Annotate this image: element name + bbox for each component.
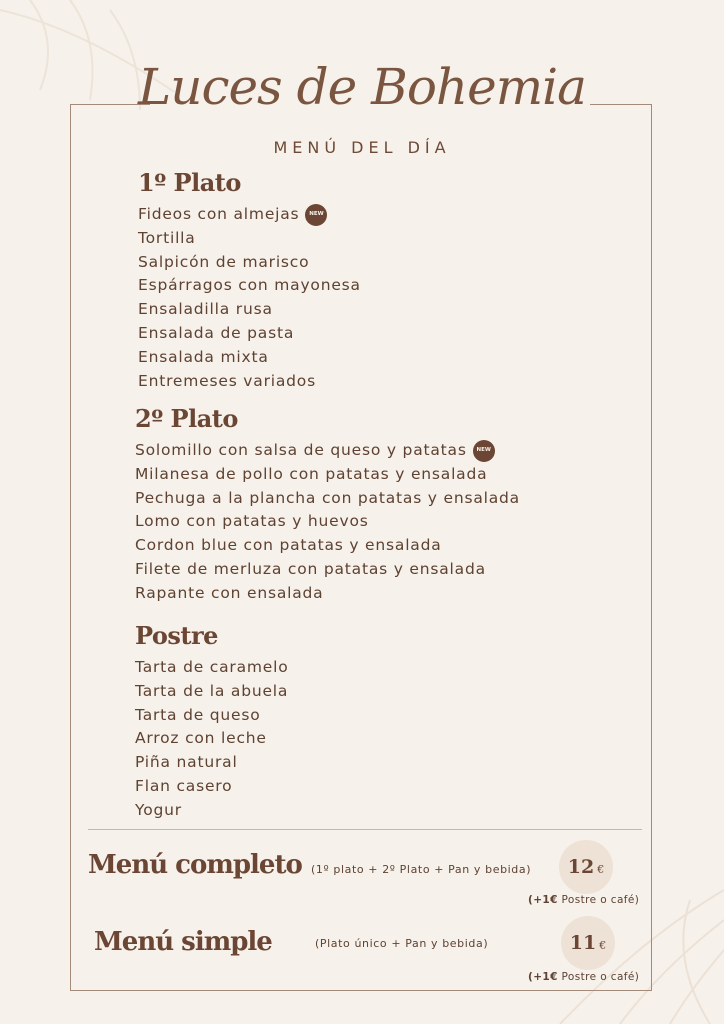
section-title: 1º Plato [138, 168, 241, 197]
menu-item [138, 251, 361, 275]
menu-item-label: Milanesa de pollo con patatas y ensalada [135, 464, 488, 483]
new-badge: NEW [305, 204, 327, 226]
new-badge: NEW [473, 440, 495, 462]
menu-simple-description: (Plato único + Pan y bebida) [315, 937, 489, 950]
menu-item-label: Ensalada de pasta [138, 323, 295, 342]
menu-item-label: Fideos con almejas [138, 205, 300, 223]
section-segundo-plato [135, 404, 520, 606]
menu-item [138, 227, 361, 251]
divider [88, 829, 642, 830]
menu-item [135, 751, 289, 775]
menu-item-label: Tarta de caramelo [135, 658, 289, 676]
menu-simple-price [561, 916, 615, 970]
menu-item-label: Tortilla [138, 228, 196, 247]
menu-item [135, 439, 520, 463]
menu-item [135, 799, 289, 823]
section-primer-plato [138, 168, 361, 393]
section-postre [135, 621, 289, 823]
menu-item [135, 704, 289, 728]
menu-item-label: Entremeses variados [138, 371, 316, 390]
menu-item-label: Rapante con ensalada [135, 583, 324, 602]
extra-text: Postre o café) [557, 971, 640, 983]
menu-item-label: Tarta de la abuela [135, 681, 289, 700]
menu-simple-extra [528, 971, 639, 983]
menu-item-label: Solomillo con salsa de queso y patatas [135, 441, 467, 459]
menu-completo-title: Menú completo [88, 850, 302, 880]
menu-item [135, 510, 520, 534]
menu-item-label: Arroz con leche [135, 729, 267, 748]
menu-completo-price [559, 840, 613, 894]
menu-item [138, 346, 361, 370]
section-items [135, 439, 520, 606]
extra-price: (+1€ [528, 894, 558, 906]
menu-item [135, 775, 289, 799]
brand-title: Luces de Bohemia [138, 58, 586, 116]
price-value: 11 [569, 932, 597, 954]
menu-item-label: Piña natural [135, 753, 238, 772]
extra-price: (+1€ [528, 971, 558, 983]
menu-item-label: Salpicón de marisco [138, 252, 310, 271]
menu-item-label: Lomo con patatas y huevos [135, 512, 369, 531]
section-items [135, 656, 289, 823]
currency-symbol: € [597, 862, 605, 876]
menu-item [138, 274, 361, 298]
menu-completo-extra [528, 894, 639, 906]
menu-item-label: Tarta de queso [135, 705, 261, 724]
menu-item [135, 582, 520, 606]
menu-item-label: Filete de merluza con patatas y ensalada [135, 559, 486, 578]
menu-item-label: Pechuga a la plancha con patatas y ensalada [135, 488, 520, 507]
extra-text: Postre o café) [557, 894, 640, 906]
menu-subtitle: MENÚ DEL DÍA [273, 138, 451, 157]
menu-item-label: Cordon blue con patatas y ensalada [135, 536, 442, 555]
menu-item [138, 298, 361, 322]
section-items [138, 203, 361, 393]
menu-completo-description: (1º plato + 2º Plato + Pan y bebida) [311, 863, 532, 876]
menu-item [135, 463, 520, 487]
section-title: 2º Plato [135, 404, 238, 433]
menu-item [135, 727, 289, 751]
menu-item [138, 203, 361, 227]
section-title: Postre [135, 621, 218, 650]
menu-item [135, 558, 520, 582]
menu-item [135, 534, 520, 558]
menu-item-label: Ensalada mixta [138, 347, 269, 366]
currency-symbol: € [599, 938, 607, 952]
menu-simple-title: Menú simple [94, 927, 272, 957]
menu-item-label: Yogur [135, 800, 182, 819]
menu-item [138, 322, 361, 346]
menu-item [135, 656, 289, 680]
menu-item-label: Espárragos con mayonesa [138, 276, 361, 295]
menu-item-label: Ensaladilla rusa [138, 300, 273, 319]
menu-item-label: Flan casero [135, 776, 233, 795]
price-value: 12 [567, 856, 595, 878]
menu-item [138, 370, 361, 394]
menu-item [135, 487, 520, 511]
menu-item [135, 680, 289, 704]
